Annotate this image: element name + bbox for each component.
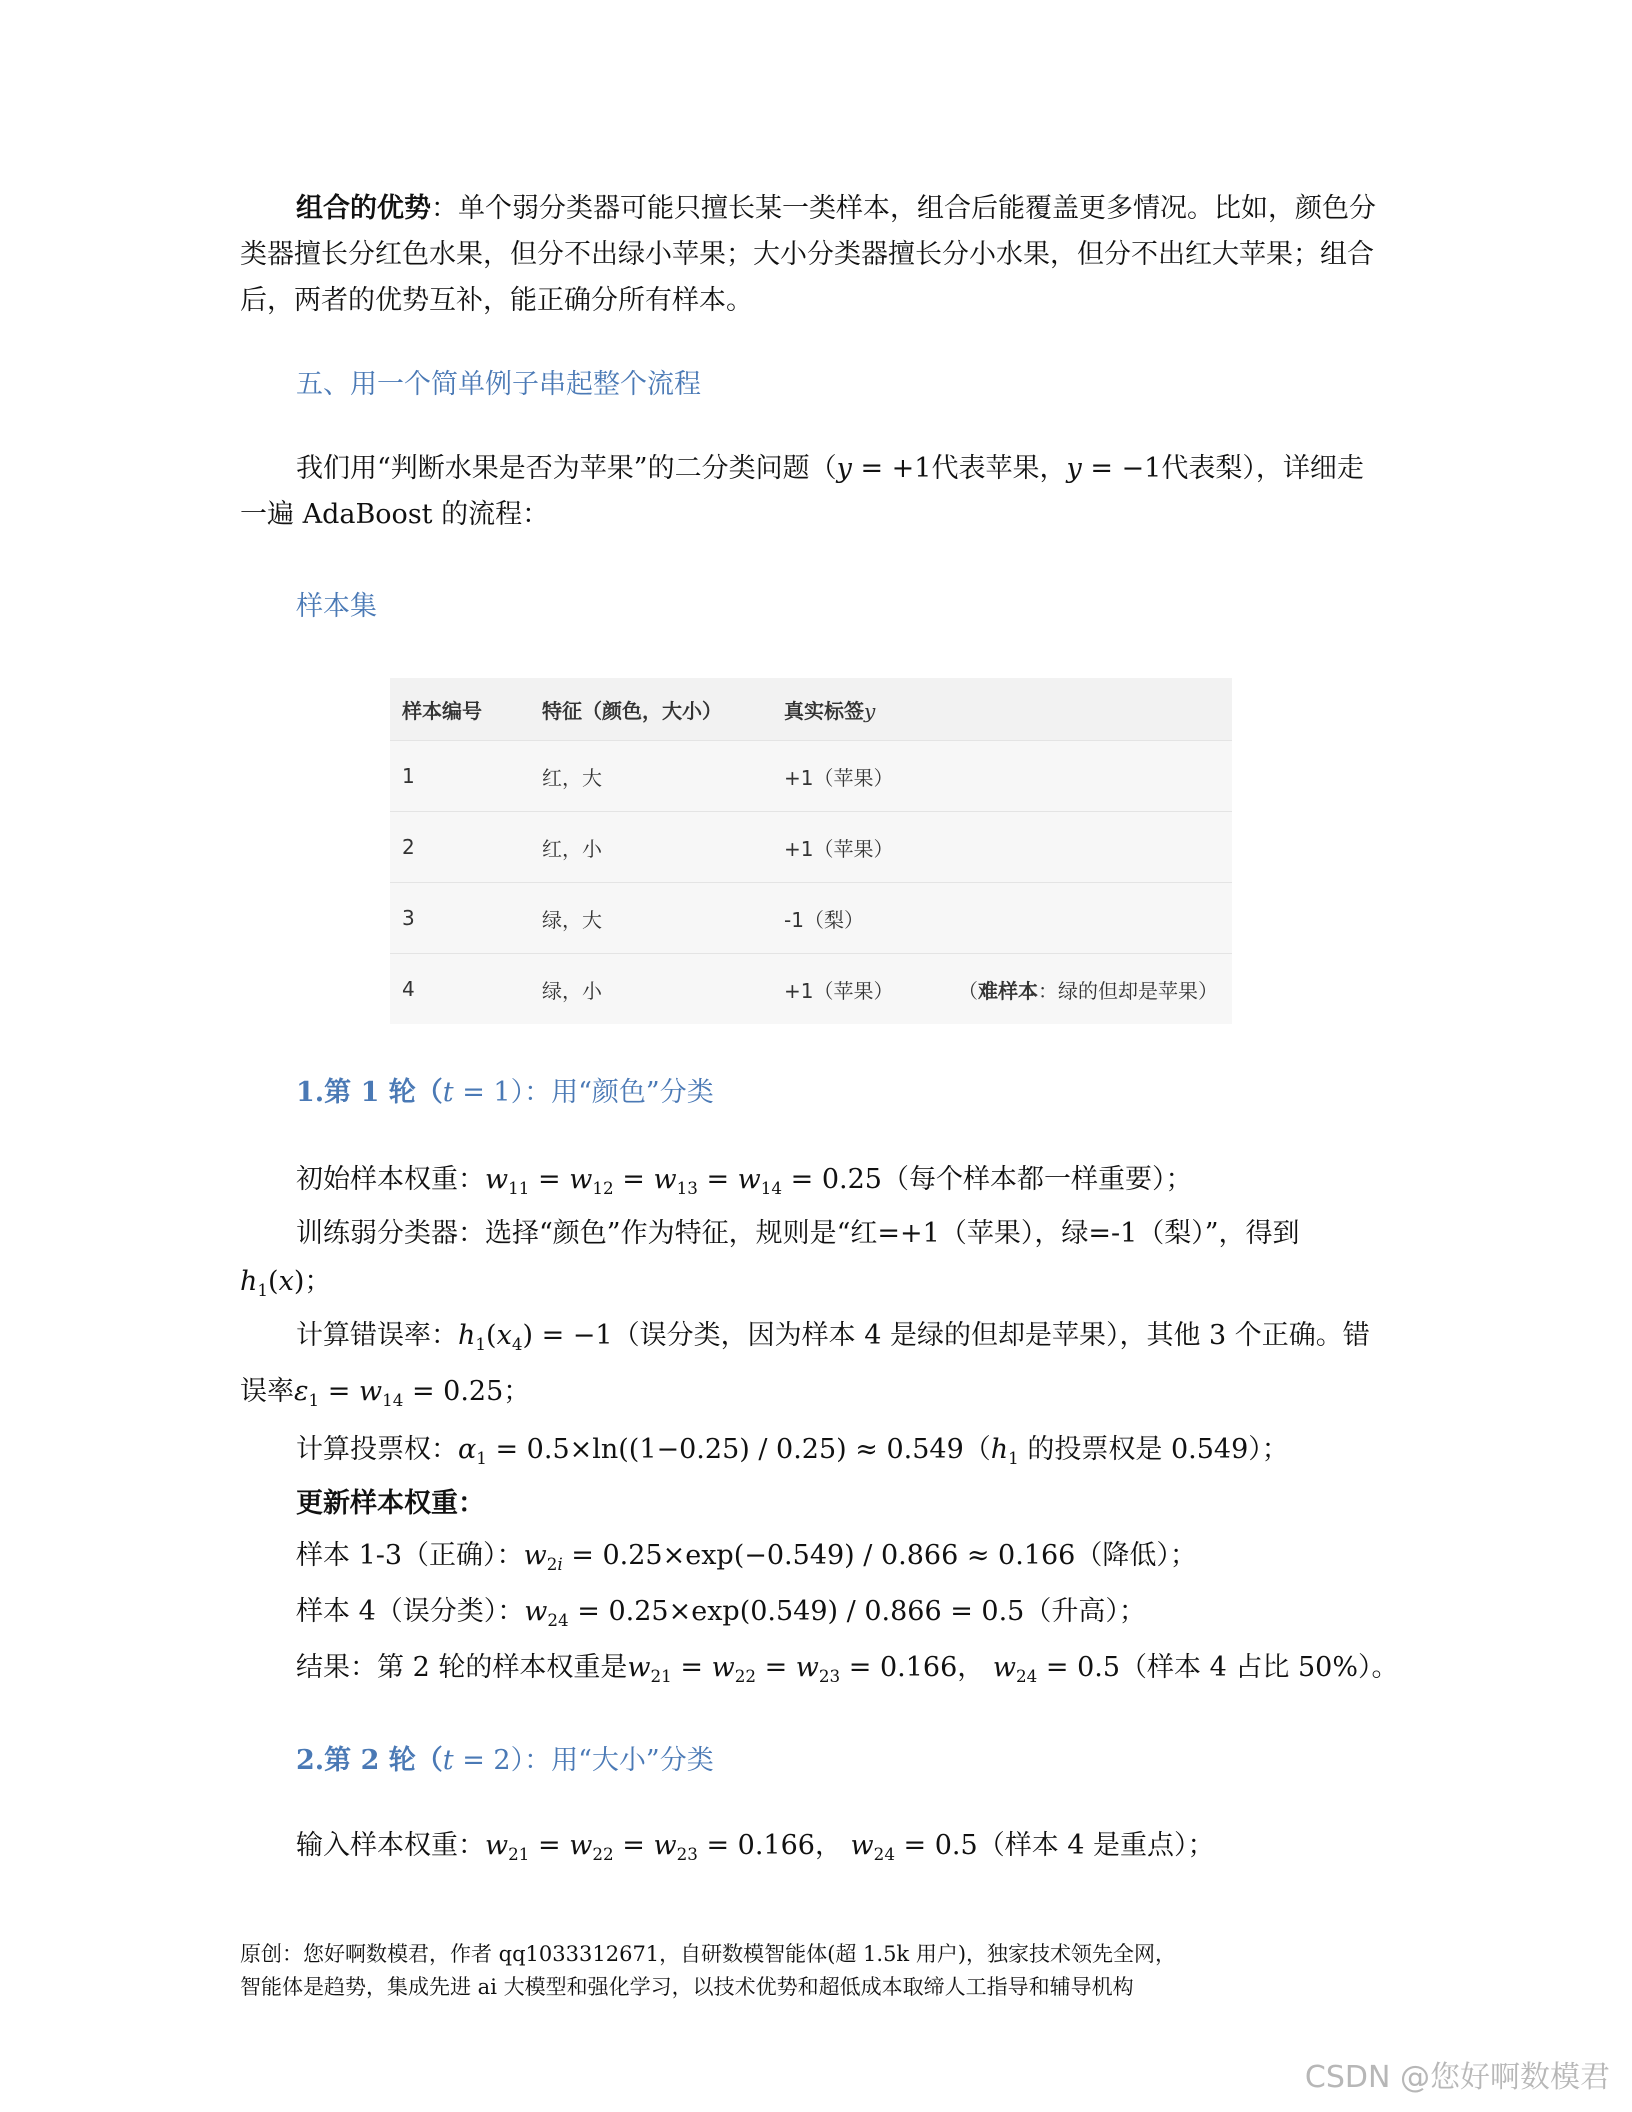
table-row xyxy=(390,812,1232,883)
cell-feature: 绿，大 xyxy=(530,883,772,954)
csdn-watermark: CSDN @您好啊数模君 xyxy=(1304,2060,1610,2095)
cell-feature: 绿，小 xyxy=(530,954,772,1025)
header-feature: 特征（颜色，大小） xyxy=(530,678,772,741)
intro-text-3: 代表梨），详细走一遍 AdaBoost 的流程： xyxy=(240,453,1364,530)
cell-label: +1（苹果） xyxy=(772,741,946,812)
cell-label: +1（苹果） xyxy=(772,954,946,1025)
advantage-text: ：单个弱分类器可能只擅长某一类样本，组合后能覆盖更多情况。比如，颜色分类器擅长分红色水果，但分不出绿小苹果；大小分类器擅长分小水果，但分不出红大苹果；组合后，两者的优势互补，能正确分所有样本。 xyxy=(240,193,1376,316)
cell-feature: 红，大 xyxy=(530,741,772,812)
round1-update-1-3: 样本 1-3（正确）：$w_{2i} = 0.25\times\exp(-0.549) / 0.866 \approx 0.166$（降低）； xyxy=(296,1540,1197,1574)
header-id: 样本编号 xyxy=(390,678,530,741)
round1-error: 计算错误率：$h_1(x_4) = -1$（误分类，因为样本 4 是绿的但却是苹果），其他 3 个正确。错 xyxy=(296,1320,1370,1354)
cell-id: 4 xyxy=(390,954,530,1025)
footer-line-1: 原创：您好啊数模君，作者 qq1033312671，自研数模智能体(超 1.5k 用户)，独家技术领先全网， xyxy=(240,1942,1177,1966)
round1-error-rate: 误率$\varepsilon_1 = w_{14} = 0.25$； xyxy=(240,1376,531,1410)
intro-eq-pos: y = +1 xyxy=(836,453,932,484)
intro-paragraph xyxy=(240,446,1390,538)
footer-line-2: 智能体是趋势，集成先进 ai 大模型和强化学习，以技术优势和超低成本取缔人工指导和辅导机构 xyxy=(240,1975,1134,1999)
footer-note xyxy=(240,1938,1176,2004)
cell-label: +1（苹果） xyxy=(772,812,946,883)
round2-input-weights: 输入样本权重：$w_{21} = w_{22} = w_{23} = 0.166$， $w_{24} = 0.5$（样本 4 是重点）； xyxy=(296,1830,1215,1864)
cell-note xyxy=(946,812,1232,883)
section5-heading: 五、用一个简单例子串起整个流程 xyxy=(296,369,701,400)
intro-text-2: 代表苹果， xyxy=(931,453,1067,484)
cell-label: -1（梨） xyxy=(772,883,946,954)
cell-note: （难样本：绿的但却是苹果） xyxy=(946,954,1232,1025)
round1-vote: 计算投票权：$\alpha_1 = 0.5\times\ln((1-0.25) / 0.25) \approx 0.549(h_1$ 的投票权是 0.549）； xyxy=(296,1434,1289,1468)
sample-set-heading: 样本集 xyxy=(296,591,377,622)
table-row xyxy=(390,741,1232,812)
round1-heading: 1.第 1 轮（t = 1）：用“颜色”分类 xyxy=(296,1077,714,1108)
table-row xyxy=(390,883,1232,954)
round1-result: 结果：第 2 轮的样本权重是$w_{21} = w_{22} = w_{23} = 0.166$， $w_{24} = 0.5$（样本 4 占比 50%）。 xyxy=(296,1652,1399,1686)
table-header-row xyxy=(390,678,1232,741)
header-label: 真实标签y xyxy=(772,678,946,741)
sample-table xyxy=(390,678,1232,1024)
advantage-label: 组合的优势 xyxy=(296,193,431,224)
intro-eq-neg: y = −1 xyxy=(1066,453,1162,484)
hard-sample-label: 难样本 xyxy=(978,978,1038,1003)
table-row xyxy=(390,954,1232,1025)
cell-note xyxy=(946,741,1232,812)
round1-update-label: 更新样本权重： xyxy=(296,1488,485,1519)
intro-text-1: 我们用“判断水果是否为苹果”的二分类问题（ xyxy=(296,453,837,484)
round1-h1: $h_1(x)$； xyxy=(240,1266,332,1300)
cell-feature: 红，小 xyxy=(530,812,772,883)
advantage-paragraph xyxy=(240,186,1390,324)
cell-id: 2 xyxy=(390,812,530,883)
round2-heading: 2.第 2 轮（t = 2）：用“大小”分类 xyxy=(296,1745,714,1776)
cell-id: 1 xyxy=(390,741,530,812)
cell-id: 3 xyxy=(390,883,530,954)
cell-note xyxy=(946,883,1232,954)
header-note xyxy=(946,678,1232,741)
round1-update-4: 样本 4（误分类）：$w_{24} = 0.25\times\exp(0.549) / 0.866 = 0.5$（升高）； xyxy=(296,1596,1146,1630)
round1-train: 训练弱分类器：选择“颜色”作为特征，规则是“红=+1（苹果），绿=-1（梨）”，得到 xyxy=(296,1218,1300,1249)
round1-init-weights: 初始样本权重：$w_{11} = w_{12} = w_{13} = w_{14} = 0.25$（每个样本都一样重要）； xyxy=(296,1164,1193,1198)
